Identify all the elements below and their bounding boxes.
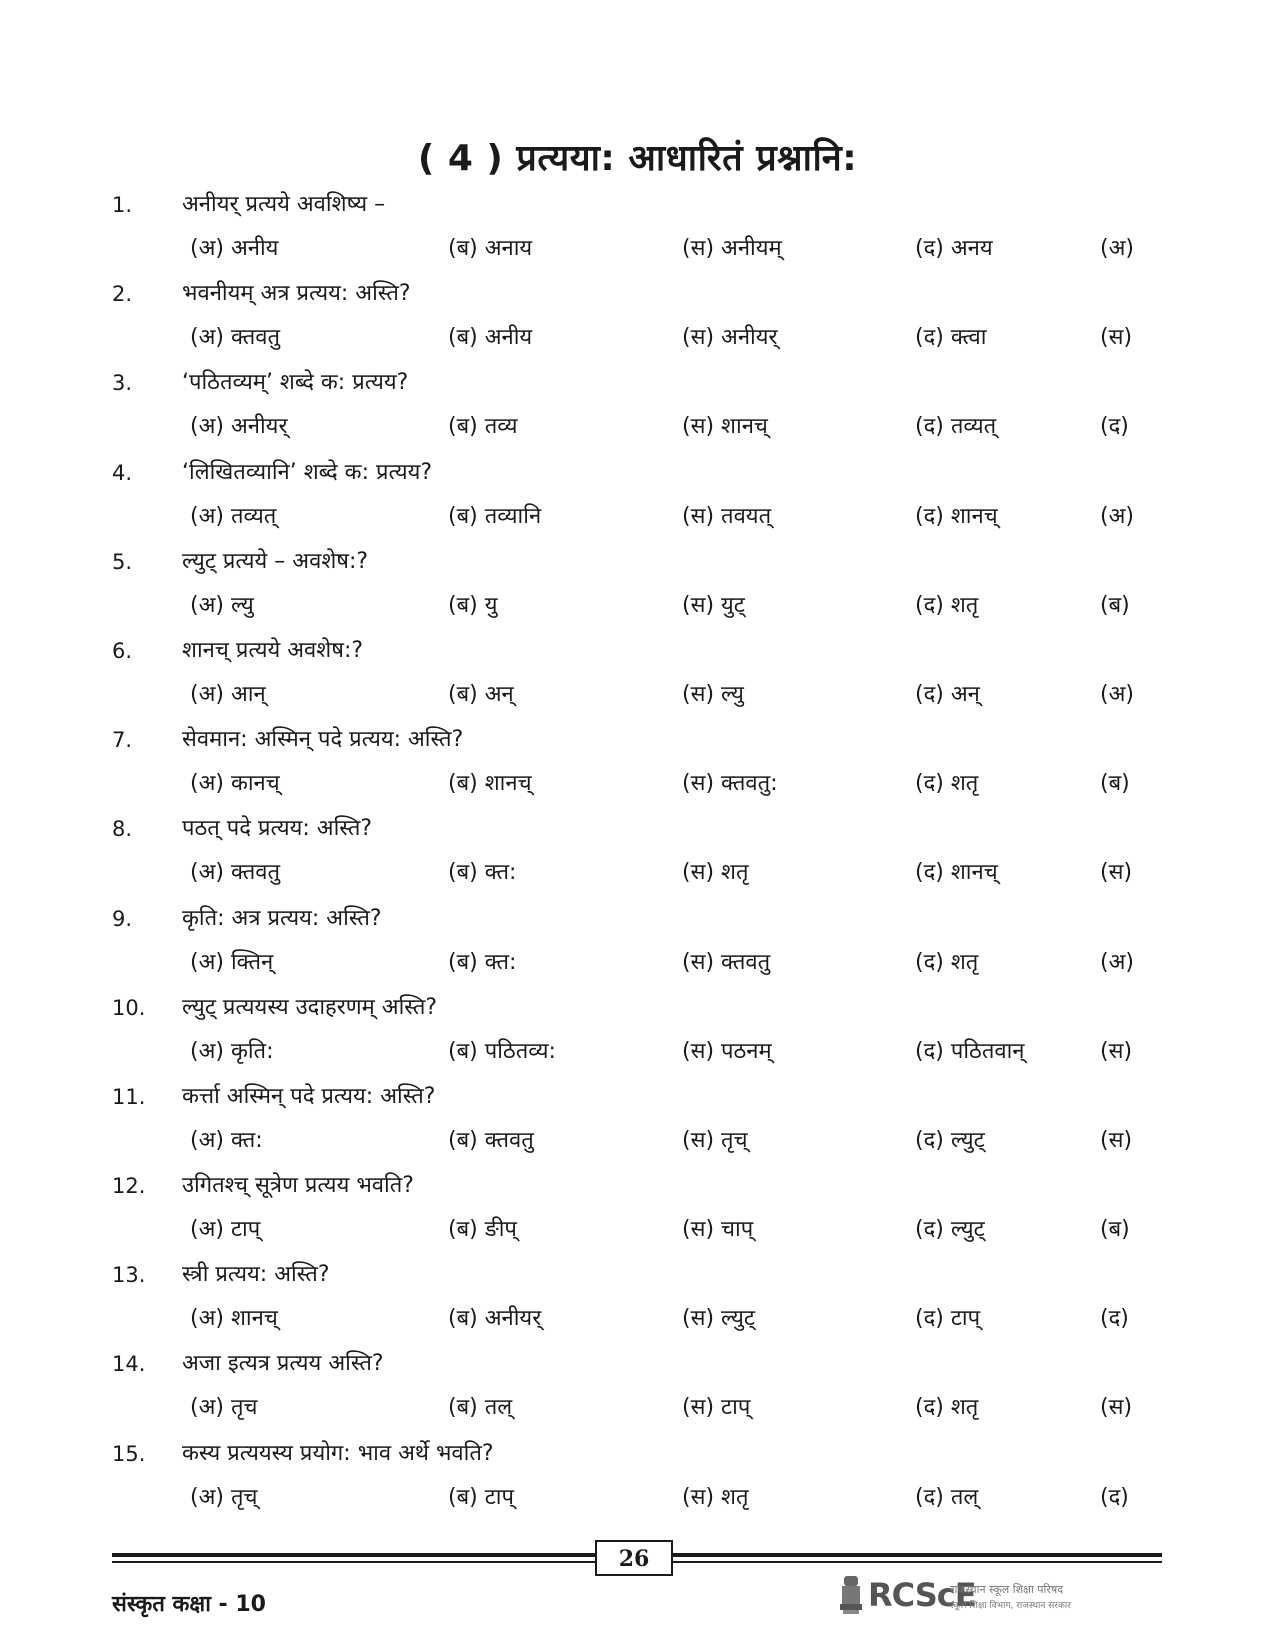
option-c: (स) क्तवतु [682,949,771,975]
question-row [0,1164,1275,1208]
question-text: उगितश्च् सूत्रेण प्रत्यय भवति? [182,1173,414,1199]
question-text: पठत् पदे प्रत्यय: अस्ति? [182,816,373,842]
option-c: (स) टाप् [682,1395,751,1421]
question-item [0,1342,1275,1431]
answer-key: (ब) [1100,771,1130,797]
question-row [0,1075,1275,1119]
options-row [0,941,1275,985]
option-b: (ब) ङीप् [448,1217,517,1243]
options-row [0,1297,1275,1341]
option-c: (स) पठनम् [682,1038,772,1064]
question-row [0,629,1275,673]
option-b: (ब) क्त: [448,860,517,886]
question-row [0,361,1275,405]
question-item [0,540,1275,629]
option-a: (अ) अनीयर् [190,414,288,440]
question-item [0,629,1275,718]
answer-key: (अ) [1100,236,1134,261]
option-d: (द) पठितवान् [915,1038,1025,1064]
options-row [0,1030,1275,1074]
options-row [0,673,1275,717]
option-b: (ब) अनीय [448,325,533,351]
question-row [0,807,1275,851]
question-text: कस्य प्रत्ययस्य प्रयोग: भाव अर्थे भवति? [182,1440,494,1466]
question-row [0,540,1275,584]
page-number: 26 [595,1540,673,1576]
answer-key: (द) [1100,1484,1129,1510]
option-a: (अ) तृच [190,1395,258,1421]
question-text: स्त्री प्रत्यय: अस्ति? [182,1262,330,1288]
answer-key: (द) [1100,1306,1129,1332]
question-number: 9. [112,906,133,931]
answer-key: (स) [1100,1127,1133,1153]
answer-key: (द) [1100,414,1129,440]
answer-key: (स) [1100,325,1133,351]
question-text: अजा इत्यत्र प्रत्यय अस्ति? [182,1351,384,1377]
question-item [0,361,1275,450]
question-number: 14. [112,1352,146,1377]
question-item [0,1164,1275,1253]
question-row [0,183,1275,227]
option-c: (स) तृच् [682,1127,748,1153]
option-c: (स) शतृ [682,860,749,886]
question-number: 11. [112,1084,146,1109]
option-c: (स) क्तवतु: [682,771,778,797]
options-row [0,584,1275,628]
question-number: 10. [112,995,146,1020]
question-item [0,986,1275,1075]
option-d: (द) शतृ [915,1395,979,1421]
option-b: (ब) तव्यानि [448,503,542,529]
answer-key: (अ) [1100,949,1134,975]
option-a: (अ) टाप् [190,1217,261,1243]
question-item [0,1075,1275,1164]
question-list [0,183,1275,1521]
question-row [0,1342,1275,1386]
question-row [0,1253,1275,1297]
question-number: 15. [112,1441,146,1466]
options-row [0,1476,1275,1520]
options-row [0,1386,1275,1430]
option-d: (द) ल्युट् [915,1127,985,1153]
question-text: ल्युट् प्रत्ययस्य उदाहरणम् अस्ति? [182,994,438,1020]
answer-key: (स) [1100,1038,1133,1064]
question-item [0,718,1275,807]
logo-subtitle-small: स्कूल शिक्षा विभाग, राजस्थान सरकार [950,1601,1071,1611]
option-a: (अ) शानच् [190,1306,278,1332]
options-row [0,227,1275,271]
question-row [0,451,1275,495]
option-b: (ब) पठितव्य: [448,1038,556,1064]
question-item [0,451,1275,540]
question-text: ‘लिखितव्यानि’ शब्दे क: प्रत्यय? [182,459,433,485]
options-row [0,495,1275,539]
question-number: 5. [112,549,133,574]
option-d: (द) टाप् [915,1306,981,1332]
question-number: 3. [112,371,133,396]
options-row [0,851,1275,895]
answer-key: (स) [1100,860,1133,886]
options-row [0,762,1275,806]
question-text: शानच् प्रत्यये अवशेष:? [182,637,364,663]
option-b: (ब) तल् [448,1395,513,1421]
option-d: (द) अन् [915,681,980,707]
question-text: कर्त्ता अस्मिन् पदे प्रत्यय: अस्ति? [182,1083,436,1109]
question-item [0,1253,1275,1342]
question-text: कृति: अत्र प्रत्यय: अस्ति? [182,905,382,931]
question-number: 2. [112,282,133,307]
option-c: (स) अनीयम् [682,236,782,261]
option-b: (ब) अनाय [448,236,533,261]
options-row [0,405,1275,449]
question-item [0,897,1275,986]
option-a: (अ) तृच् [190,1484,258,1510]
options-row [0,316,1275,360]
option-c: (स) ल्युट् [682,1306,755,1332]
question-text: ‘पठितव्यम्’ शब्दे क: प्रत्यय? [182,370,409,396]
option-b: (ब) शानच् [448,771,532,797]
question-text: सेवमान: अस्मिन् पदे प्रत्यय: अस्ति? [182,727,464,753]
option-d: (द) क्त्वा [915,325,987,351]
question-number: 12. [112,1174,146,1199]
option-c: (स) चाप् [682,1217,754,1243]
logo-text: RCScE [868,1576,976,1614]
option-a: (अ) क्त: [190,1127,263,1153]
option-c: (स) युट् [682,592,745,618]
question-number: 6. [112,638,133,663]
option-a: (अ) क्तवतु [190,325,281,351]
option-a: (अ) तव्यत् [190,503,277,529]
option-c: (स) ल्यु [682,681,744,707]
question-item [0,272,1275,361]
option-a: (अ) ल्यु [190,592,254,618]
answer-key: (ब) [1100,1217,1130,1243]
question-row [0,986,1275,1030]
option-b: (ब) क्तवतु [448,1127,534,1153]
question-item [0,1432,1275,1521]
option-d: (द) ल्युट् [915,1217,985,1243]
answer-key: (स) [1100,1395,1133,1421]
question-text: अनीयर् प्रत्यये अवशिष्य – [182,192,386,217]
option-d: (द) शतृ [915,949,979,975]
question-number: 4. [112,460,133,485]
question-row [0,272,1275,316]
option-b: (ब) टाप् [448,1484,515,1510]
option-d: (द) तल् [915,1484,979,1510]
logo-subtitle: राजस्थान स्कूल शिक्षा परिषद [950,1583,1064,1596]
option-c: (स) तवयत् [682,503,772,529]
emblem-icon [838,1574,864,1616]
option-d: (द) तव्यत् [915,414,997,440]
answer-key: (ब) [1100,592,1130,618]
question-item [0,807,1275,896]
book-title: संस्कृत कक्षा - 10 [112,1592,266,1617]
option-c: (स) अनीयर् [682,325,778,351]
option-c: (स) शानच् [682,414,768,440]
option-d: (द) शतृ [915,592,979,618]
option-a: (अ) कृति: [190,1038,274,1064]
question-number: 1. [112,193,133,217]
answer-key: (अ) [1100,503,1134,529]
question-text: भवनीयम् अत्र प्रत्यय: अस्ति? [182,281,411,307]
option-a: (अ) क्तिन् [190,949,274,975]
option-d: (द) शानच् [915,503,998,529]
question-number: 8. [112,817,133,842]
option-d: (द) शानच् [915,860,998,886]
option-b: (ब) क्त: [448,949,517,975]
option-b: (ब) यु [448,592,498,618]
option-c: (स) शतृ [682,1484,749,1510]
option-b: (ब) अन् [448,681,514,707]
question-item [0,183,1275,272]
option-a: (अ) आन् [190,681,266,707]
options-row [0,1208,1275,1252]
option-b: (ब) अनीयर् [448,1306,542,1332]
page-title: ( 4 ) प्रत्यया: आधारितं प्रश्नानि: [417,138,858,179]
question-number: 7. [112,728,133,753]
option-a: (अ) क्तवतु [190,860,281,886]
option-a: (अ) कानच् [190,771,280,797]
question-text: ल्युट् प्रत्यये – अवशेष:? [182,548,369,574]
question-number: 13. [112,1263,146,1288]
option-d: (द) शतृ [915,771,979,797]
question-row [0,1432,1275,1476]
answer-key: (अ) [1100,681,1134,707]
option-d: (द) अनय [915,236,993,261]
question-row [0,718,1275,762]
option-a: (अ) अनीय [190,236,279,261]
options-row [0,1119,1275,1163]
rcsce-logo [838,1572,1118,1620]
question-row [0,897,1275,941]
option-b: (ब) तव्य [448,414,518,440]
